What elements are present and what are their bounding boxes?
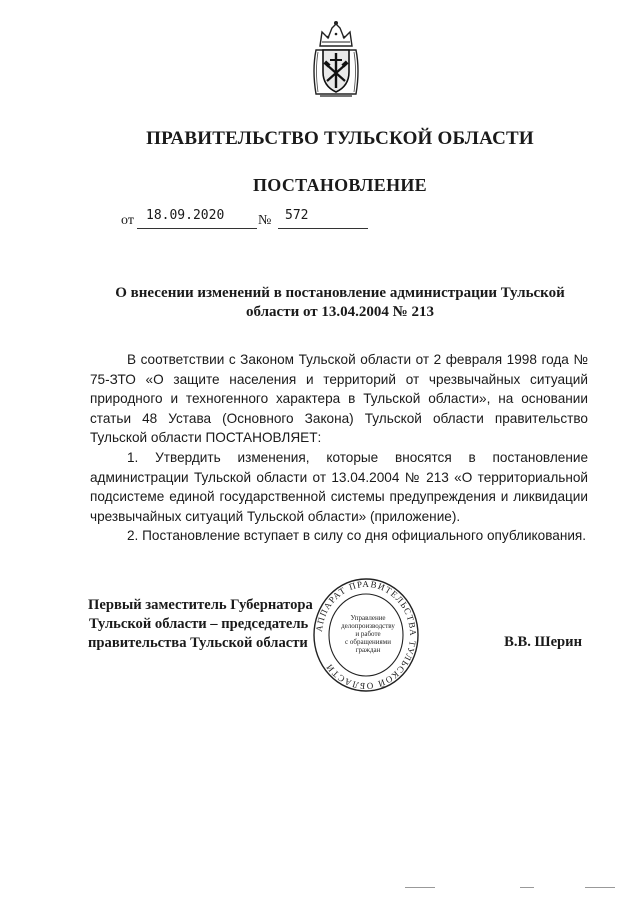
signatory-position-line: Тульской области – председатель <box>89 616 309 632</box>
seal-line: Управление <box>350 614 386 622</box>
document-date: 18.09.2020 <box>146 208 225 223</box>
date-underline <box>137 228 257 229</box>
seal-line: с обращениями <box>345 638 391 646</box>
seal-line: делопроизводству <box>341 622 395 630</box>
body-paragraph-1: 1. Утвердить изменения, которые вносятся в постановление администрации Тульской области от 13.04.2004 № 213 «О территориальной подсистеме единой государственной системы предупреждения и ликвидации чрезвычайных ситуаций Тульской области» (приложение). <box>90 449 588 524</box>
body-paragraph-2: 2. Постановление вступает в силу со дня официального опубликования. <box>127 528 587 544</box>
scan-artifact <box>520 887 534 888</box>
signatory-position <box>88 596 313 653</box>
document-body <box>90 350 588 546</box>
scan-artifact <box>585 887 615 888</box>
scan-artifact <box>405 887 435 888</box>
tula-coat-of-arms-icon <box>308 20 364 100</box>
document-subject: О внесении изменений в постановление администрации Тульской области от 13.04.2004 № 213 <box>115 285 565 320</box>
seal-center-text <box>325 614 411 654</box>
number-label: № <box>258 213 272 228</box>
seal-line: граждан <box>355 646 381 654</box>
number-underline <box>278 228 368 229</box>
signatory-name: В.В. Шерин <box>504 634 582 650</box>
seal-line: и работе <box>355 630 381 638</box>
document-type: ПОСТАНОВЛЕНИЕ <box>253 175 427 195</box>
body-paragraph-preamble: В соответствии с Законом Тульской области от 2 февраля 1998 года № 75-ЗТО «О защите населения и территорий от чрезвычайных ситуаций природного и техногенного характера в Тульской области», на основании статьи 48 Устава (Основного Закона) Тульской области правительство Тульской области ПОСТАНОВЛЯЕТ: <box>90 352 588 446</box>
signatory-position-line: правительства Тульской области <box>88 635 308 651</box>
signatory-position-line: Первый заместитель Губернатора <box>88 597 313 613</box>
document-number: 572 <box>285 208 309 223</box>
svg-text:АППАРАТ ПРАВИТЕЛЬСТВА ТУЛЬСКОЙ: АППАРАТ ПРАВИТЕЛЬСТВА ТУЛЬСКОЙ ОБЛАСТИ <box>314 578 419 692</box>
date-label: от <box>121 213 134 228</box>
government-title: ПРАВИТЕЛЬСТВО ТУЛЬСКОЙ ОБЛАСТИ <box>146 128 534 149</box>
